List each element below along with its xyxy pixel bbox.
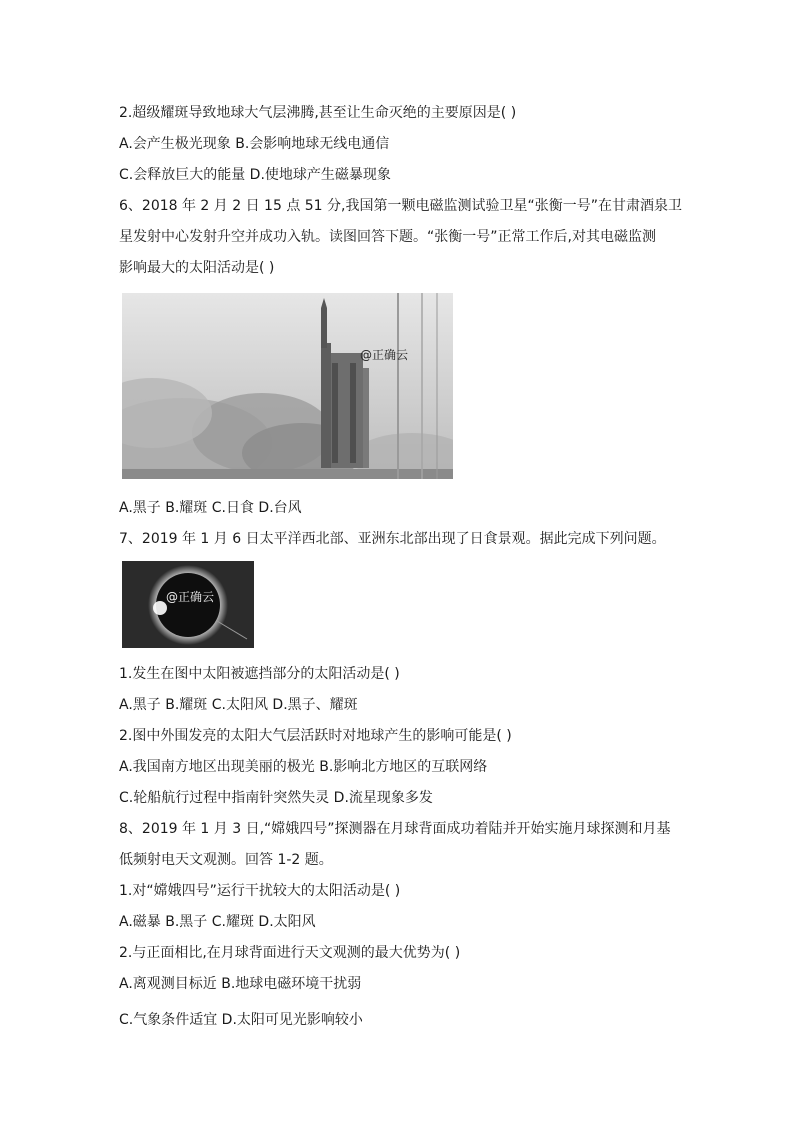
sub-question-2-options-cd: C.气象条件适宜 D.太阳可见光影响较小 xyxy=(119,1012,363,1028)
sub-question-2: 2.图中外围发亮的太阳大气层活跃时对地球产生的影响可能是( ) xyxy=(119,728,512,744)
options-ab: A.会产生极光现象 B.会影响地球无线电通信 xyxy=(119,136,390,152)
question-stem-line-1: 6、2018 年 2 月 2 日 15 点 51 分,我国第一颗电磁监测试验卫星“张衡一号”在甘肃酒泉卫 xyxy=(119,198,682,214)
question-stem-line-2: 低频射电天文观测。回答 1-2 题。 xyxy=(119,852,333,868)
sub-question-2: 2.与正面相比,在月球背面进行天文观测的最大优势为( ) xyxy=(119,945,461,961)
sub-question-2-options-ab: A.离观测目标近 B.地球电磁环境干扰弱 xyxy=(119,976,362,992)
sub-question-2-options-ab: A.我国南方地区出现美丽的极光 B.影响北方地区的互联网络 xyxy=(119,759,488,775)
sub-question-1: 1.对“嫦娥四号”运行干扰较大的太阳活动是( ) xyxy=(119,883,401,899)
watermark: @正确云 xyxy=(166,590,215,604)
sub-question-1-options: A.磁暴 B.黑子 C.耀斑 D.太阳风 xyxy=(119,914,316,930)
solar-eclipse-photo xyxy=(122,561,254,648)
rocket-launch-photo xyxy=(122,293,453,479)
question-text: 2.超级耀斑导致地球大气层沸腾,甚至让生命灭绝的主要原因是( ) xyxy=(119,105,517,121)
options: A.黑子 B.耀斑 C.日食 D.台风 xyxy=(119,500,302,516)
sub-question-1: 1.发生在图中太阳被遮挡部分的太阳活动是( ) xyxy=(119,666,400,682)
watermark: @正确云 xyxy=(360,348,409,362)
options-cd: C.会释放巨大的能量 D.使地球产生磁暴现象 xyxy=(119,167,391,183)
question-stem-line-1: 8、2019 年 1 月 3 日,“嫦娥四号”探测器在月球背面成功着陆并开始实施月球探测和月基 xyxy=(119,821,671,837)
question-stem: 7、2019 年 1 月 6 日太平洋西北部、亚洲东北部出现了日食景观。据此完成下列问题。 xyxy=(119,531,666,547)
sub-question-2-options-cd: C.轮船航行过程中指南针突然失灵 D.流星现象多发 xyxy=(119,790,433,806)
question-stem-line-3: 影响最大的太阳活动是( ) xyxy=(119,260,275,276)
sub-question-1-options: A.黑子 B.耀斑 C.太阳风 D.黑子、耀斑 xyxy=(119,697,358,713)
question-stem-line-2: 星发射中心发射升空并成功入轨。读图回答下题。“张衡一号”正常工作后,对其电磁监测 xyxy=(119,229,656,245)
rocket-launch-image xyxy=(122,293,453,479)
